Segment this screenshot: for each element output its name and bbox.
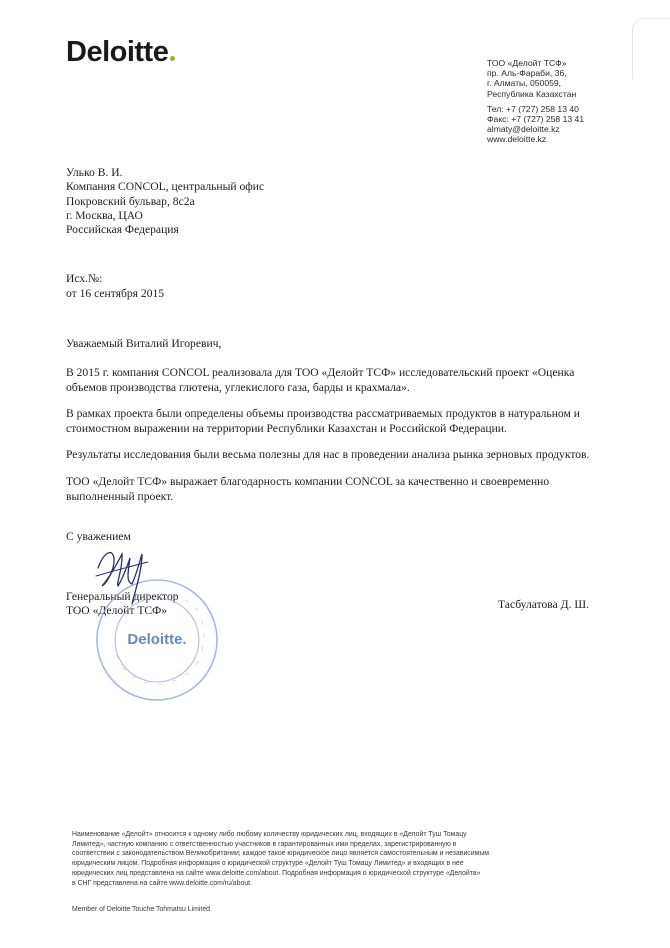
letter-date: от 16 сентября 2015 bbox=[66, 286, 165, 300]
footer-line: юридическим лицом. Подробная информация о юридической структуре «Делойт Туш Томацу Лимитед» и входящих в нее bbox=[72, 860, 464, 868]
sender-line: г. Алматы, 050059, bbox=[487, 78, 562, 89]
greeting: Уважаемый Виталий Игоревич, bbox=[66, 337, 222, 350]
footer-line: в СНГ представлена на сайте www.deloitte.com/ru/about. bbox=[72, 879, 252, 887]
recipient-line: г. Москва, ЦАО bbox=[66, 208, 143, 222]
deloitte-logo bbox=[66, 36, 175, 69]
recipient-line: Покровский бульвар, 8с2а bbox=[66, 194, 195, 208]
handwritten-signature bbox=[92, 540, 152, 606]
logo-text: Deloitte bbox=[66, 36, 169, 68]
member-note: Member of Deloitte Touche Tohmatsu Limited bbox=[72, 906, 211, 913]
position-company: ТОО «Делойт ТСФ» bbox=[66, 604, 168, 618]
recipient-line: Компания CONCOL, центральный офис bbox=[66, 180, 265, 194]
outgoing-reference bbox=[66, 272, 164, 301]
sender-address bbox=[487, 58, 584, 145]
sender-fax: Факс: +7 (727) 258 13 41 bbox=[487, 114, 585, 125]
letter-body bbox=[66, 366, 606, 516]
position-title: Генеральный директор bbox=[66, 590, 179, 603]
sender-email: almaty@deloitte.kz bbox=[487, 124, 560, 135]
recipient-line: Российская Федерация bbox=[66, 223, 179, 237]
body-paragraph: ТОО «Делойт ТСФ» выражает благодарность компании CONCOL за качественно и своевременно выполненный проект. bbox=[66, 474, 550, 503]
footer-line: соответствии с законодательством Великобритании; каждое такое юридическое лицо является самостоятельным и независимым bbox=[72, 850, 490, 858]
sender-line: пр. Аль-Фараби, 36, bbox=[487, 68, 567, 79]
sender-line: ТОО «Делойт ТСФ» bbox=[487, 58, 567, 68]
footer-line: юридических лиц представлена на сайте www.deloitte.com/about. Подробная информация о юридической структуре «Делойта» bbox=[72, 869, 481, 877]
sender-phone: Тел: +7 (727) 258 13 40 bbox=[487, 103, 579, 114]
logo-dot bbox=[170, 56, 175, 61]
page-edge-mark bbox=[632, 18, 670, 79]
outgoing-number-label: Исх.№: bbox=[66, 272, 103, 285]
footer-line: Лимитед», частную компанию с ответственностью участников в гарантированных ими пределах, зарегистрированную в bbox=[72, 840, 457, 848]
signer-name: Тасбулатова Д. Ш. bbox=[498, 598, 589, 611]
recipient-address bbox=[66, 166, 264, 237]
recipient-line: Улько В. И. bbox=[66, 166, 123, 179]
sender-line: Республика Казахстан bbox=[487, 88, 577, 99]
closing-regards: С уважением bbox=[66, 530, 131, 543]
legal-footer bbox=[72, 830, 572, 888]
body-paragraph: Результаты исследования были весьма полезны для нас в проведении анализа рынка зерновых продуктов. bbox=[66, 448, 590, 462]
stamp-logo-text: Deloitte. bbox=[127, 631, 187, 648]
footer-line: Наименование «Делойт» относится к одному либо любому количеству юридических лиц, входящих в «Делойт Туш Томацу bbox=[72, 831, 467, 838]
body-paragraph: В 2015 г. компания CONCOL реализовала для ТОО «Делойт ТСФ» исследовательский проект «Оценка объемов производства глютена, углекислого газа, барды и крахмала». bbox=[66, 366, 575, 394]
sender-website: www.deloitte.kz bbox=[487, 134, 547, 145]
body-paragraph: В рамках проекта были определены объемы производства рассматриваемых продуктов в натуральном и стоимостном выражении на территории Республики Казахстан и Российской Федерации. bbox=[66, 407, 580, 435]
